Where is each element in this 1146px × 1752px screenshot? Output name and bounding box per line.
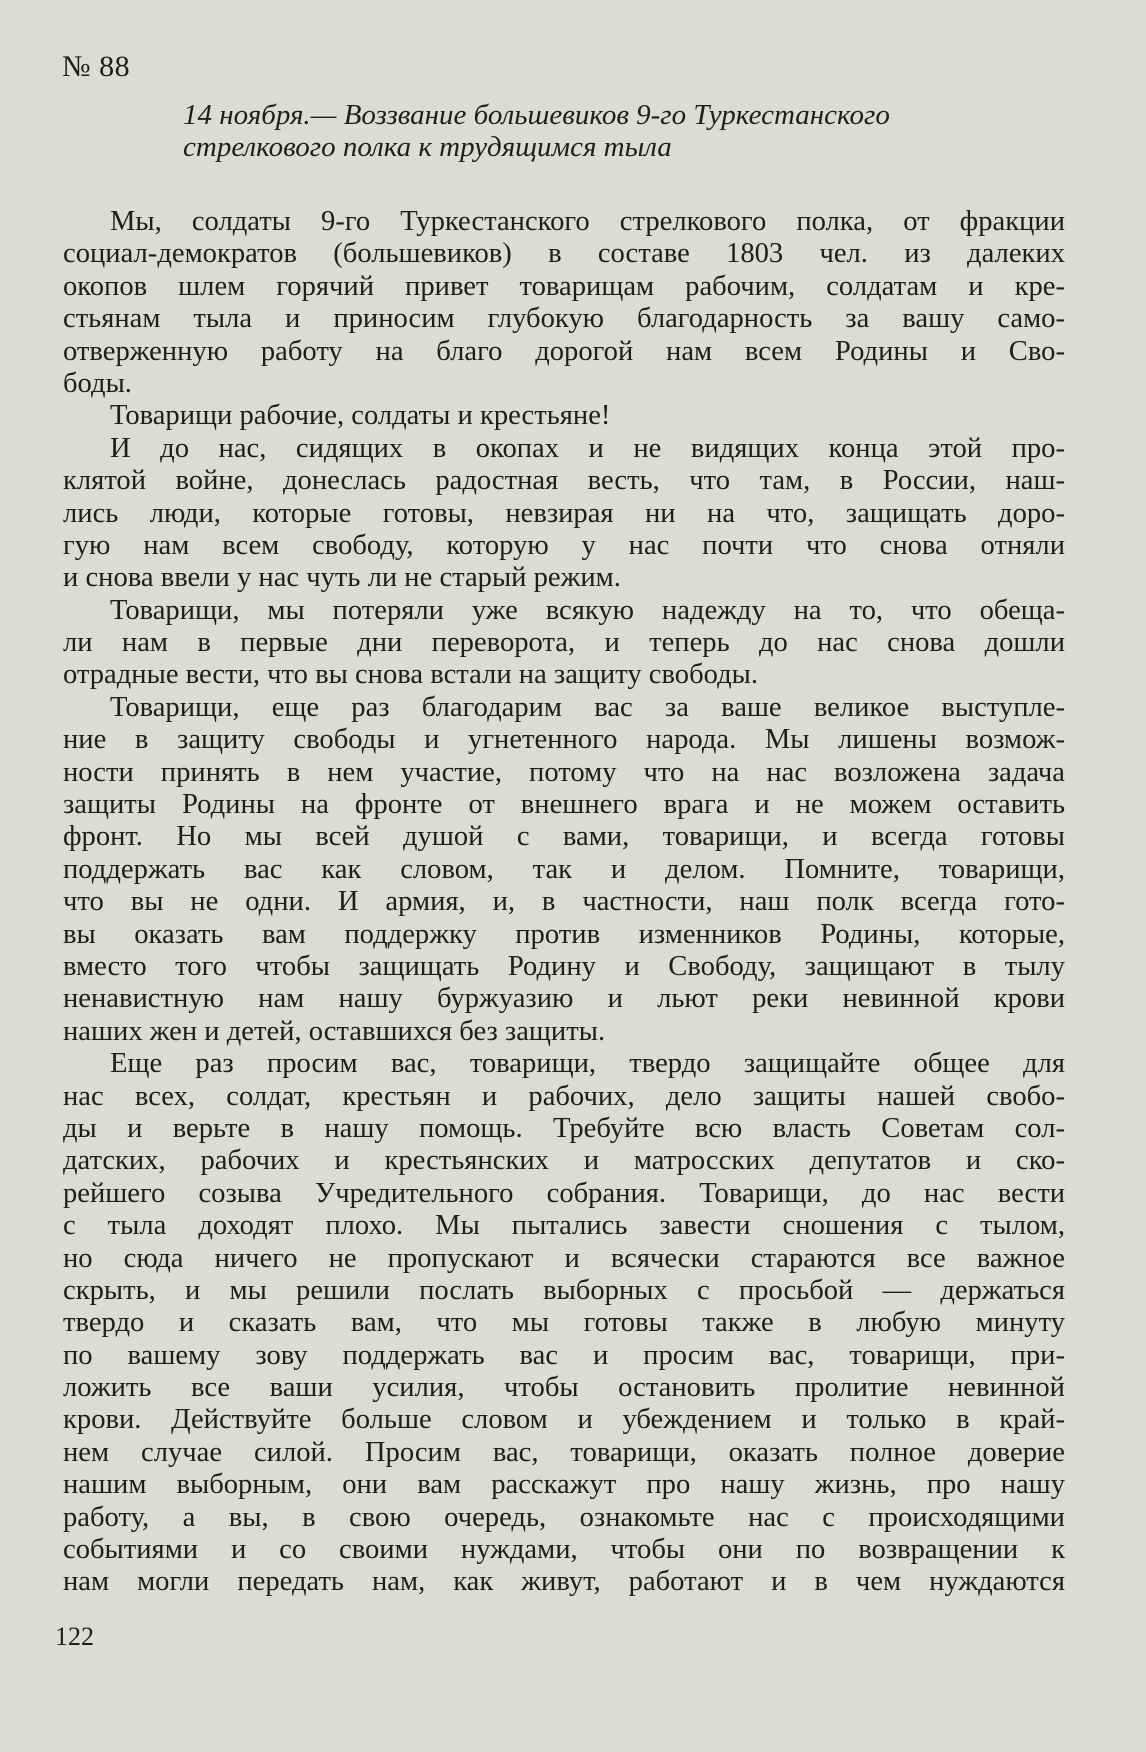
text-line: отверженную работу на благо дорогой нам всем Родины и Сво- [63, 335, 1065, 367]
text-line: крови. Действуйте больше словом и убеждением и только в край- [63, 1404, 1065, 1436]
document-body [63, 206, 1065, 1599]
text-line: защиты Родины на фронте от внешнего врага и не можем оставить [63, 789, 1065, 821]
text-line: работу, а вы, в свою очередь, ознакомьте нас с происходящими [63, 1501, 1065, 1533]
text-line: что вы не одни. И армия, и, в частности, наш полк всегда гото- [63, 886, 1065, 918]
text-line: Еще раз просим вас, товарищи, твердо защищайте общее для [110, 1048, 1065, 1080]
paragraph [63, 1048, 1065, 1599]
text-line: ложить все ваши усилия, чтобы остановить пролитие невинной [63, 1372, 1065, 1404]
document-heading [183, 99, 1083, 164]
paragraph [63, 595, 1065, 692]
text-line: Мы, солдаты 9-го Туркестанского стрелкового полка, от фракции [110, 206, 1065, 237]
text-line: боды. [63, 367, 132, 399]
text-line: ды и верьте в нашу помощь. Требуйте всю власть Советам сол- [63, 1112, 1065, 1144]
text-line: Товарищи, мы потеряли уже всякую надежду на то, что обеща- [110, 594, 1065, 626]
text-line: лись люди, которые готовы, невзирая ни на что, защищать доро- [63, 497, 1065, 529]
text-line: стьянам тыла и приносим глубокую благодарность за вашу само- [63, 303, 1065, 335]
text-line: ние в защиту свободы и угнетенного народа. Мы лишены возмож- [63, 724, 1065, 756]
text-line: с тыла доходят плохо. Мы пытались завести сношения с тылом, [63, 1210, 1065, 1242]
text-line: событиями и со своими нуждами, чтобы они по возвращении к [63, 1534, 1065, 1566]
text-line: скрыть, и мы решили послать выборных с просьбой — держаться [63, 1274, 1065, 1306]
paragraph [63, 400, 1065, 432]
text-line: рейшего созыва Учредительного собрания. Товарищи, до нас вести [63, 1177, 1065, 1209]
text-line: отрадные вести, что вы снова встали на защиту свободы. [63, 659, 759, 691]
heading-line: 14 ноября.— Воззвание большевиков 9-го Туркестанского [183, 99, 890, 131]
paragraph [63, 433, 1065, 595]
text-line: окопов шлем горячий привет товарищам рабочим, солдатам и кре- [63, 270, 1065, 302]
document-number: № 88 [62, 50, 131, 83]
page-number: 122 [55, 1622, 94, 1651]
text-line: нас всех, солдат, крестьян и рабочих, дело защиты нашей свобо- [63, 1080, 1065, 1112]
text-line: вы оказать вам поддержку против изменников Родины, которые, [63, 918, 1065, 950]
text-line: И до нас, сидящих в окопах и не видящих конца этой про- [110, 432, 1065, 464]
text-line: по вашему зову поддержать вас и просим вас, товарищи, при- [63, 1339, 1065, 1371]
text-line: фронт. Но мы всей душой с вами, товарищи, и всегда готовы [63, 821, 1065, 853]
text-line: социал-демократов (большевиков) в составе 1803 чел. из далеких [63, 238, 1065, 270]
text-line: и снова ввели у нас чуть ли не старый режим. [63, 562, 621, 594]
text-line: нашим выборным, они вам расскажут про нашу жизнь, про нашу [63, 1469, 1065, 1501]
text-line: Товарищи, еще раз благодарим вас за ваше великое выступле- [110, 691, 1065, 723]
paragraph [63, 206, 1065, 400]
heading-line: стрелкового полка к трудящимся тыла [183, 131, 672, 164]
text-line: ненавистную нам нашу буржуазию и льют реки невинной крови [63, 983, 1065, 1015]
text-line: нем случае силой. Просим вас, товарищи, оказать полное доверие [63, 1436, 1065, 1468]
text-line: вместо того чтобы защищать Родину и Свободу, защищают в тылу [63, 950, 1065, 982]
text-line: нам могли передать нам, как живут, работают и в чем нуждаются [63, 1566, 1065, 1598]
paragraph [63, 692, 1065, 1048]
text-line: твердо и сказать вам, что мы готовы также в любую минуту [63, 1307, 1065, 1339]
text-line: ли нам в первые дни переворота, и теперь до нас снова дошли [63, 627, 1065, 659]
text-line: ности принять в нем участие, потому что на нас возложена задача [63, 756, 1065, 788]
text-line: датских, рабочих и крестьянских и матросских депутатов и ско- [63, 1145, 1065, 1177]
text-line: но сюда ничего не пропускают и всячески стараются все важное [63, 1242, 1065, 1274]
text-line: наших жен и детей, оставшихся без защиты. [63, 1015, 606, 1047]
text-line: поддержать вас как словом, так и делом. Помните, товарищи, [63, 853, 1065, 885]
text-line: Товарищи рабочие, солдаты и крестьяне! [110, 400, 611, 432]
text-line: клятой войне, донеслась радостная весть, что там, в России, наш- [63, 465, 1065, 497]
text-line: гую нам всем свободу, которую у нас почти что снова отняли [63, 529, 1065, 561]
